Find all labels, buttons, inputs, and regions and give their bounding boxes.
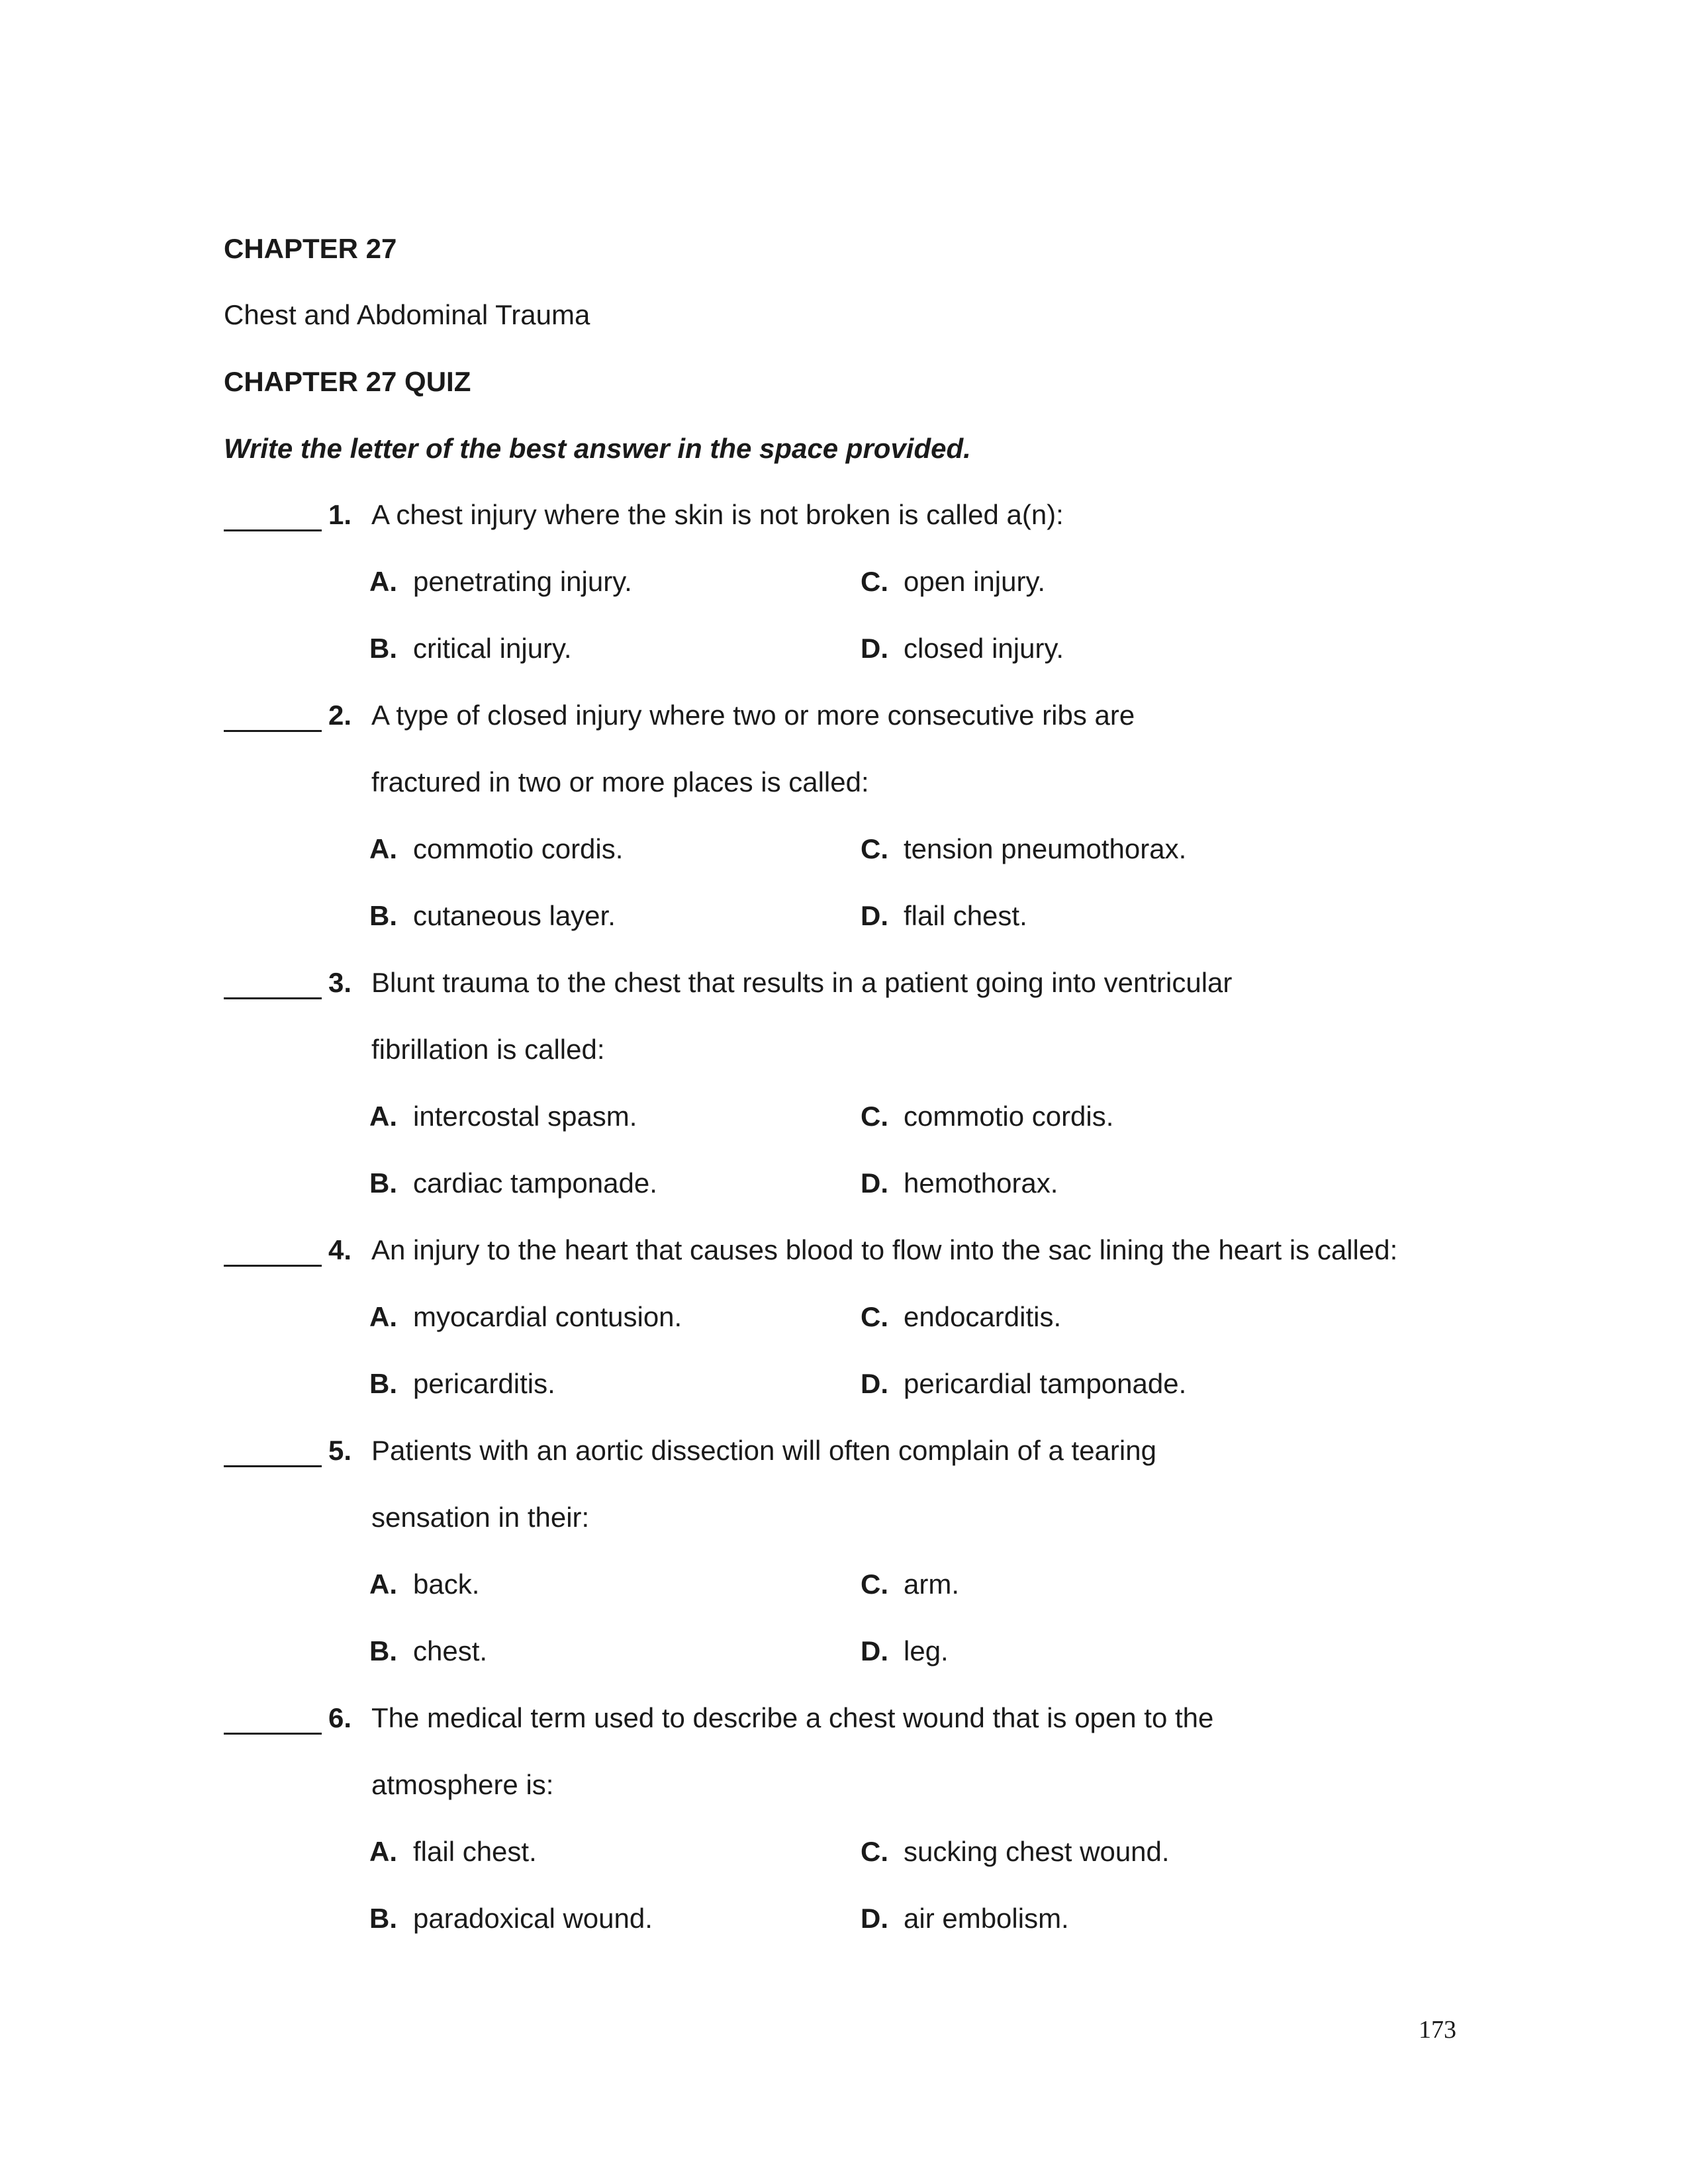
question-number: 4. [328,1234,352,1265]
option-text: open injury. [904,566,1046,597]
option-letter: A. [369,1101,397,1132]
question-text-continued: sensation in their: [371,1502,590,1533]
quiz-title: CHAPTER 27 QUIZ [224,366,471,397]
option-letter: B. [369,633,397,664]
option-letter: C. [861,1301,888,1332]
question-number: 1. [328,499,352,530]
question-number: 5. [328,1435,352,1466]
question-text: A type of closed injury where two or more consecutive ribs are [371,700,1135,731]
option-text: pericardial tamponade. [904,1368,1187,1399]
question-text-continued: fibrillation is called: [371,1034,605,1065]
option-text: arm. [904,1569,959,1600]
question-text: An injury to the heart that causes blood to flow into the sac lining the heart is called: [371,1234,1398,1265]
quiz-instructions: Write the letter of the best answer in the space provided. [224,433,971,464]
option-letter: D. [861,1368,888,1399]
answer-blank[interactable] [224,997,322,999]
option-letter: A. [369,1301,397,1332]
option-text: penetrating injury. [413,566,632,597]
option-text: cardiac tamponade. [413,1167,657,1199]
option-text: hemothorax. [904,1167,1058,1199]
option-letter: B. [369,900,397,931]
option-text: commotio cordis. [413,833,624,864]
answer-blank[interactable] [224,1733,322,1735]
option-letter: C. [861,1569,888,1600]
option-letter: B. [369,1635,397,1666]
option-letter: C. [861,1101,888,1132]
option-letter: D. [861,900,888,931]
page-number: 173 [1419,2016,1456,2044]
option-letter: B. [369,1903,397,1934]
option-text: chest. [413,1635,488,1666]
option-text: air embolism. [904,1903,1069,1934]
option-letter: C. [861,833,888,864]
question-text: A chest injury where the skin is not broken is called a(n): [371,499,1064,530]
option-text: intercostal spasm. [413,1101,637,1132]
question-text: The medical term used to describe a chest wound that is open to the [371,1702,1214,1733]
option-letter: B. [369,1368,397,1399]
option-letter: B. [369,1167,397,1199]
option-text: flail chest. [904,900,1027,931]
option-letter: A. [369,1836,397,1867]
answer-blank[interactable] [224,1265,322,1267]
option-text: endocarditis. [904,1301,1062,1332]
option-letter: D. [861,1903,888,1934]
question-text-continued: atmosphere is: [371,1769,554,1800]
option-text: closed injury. [904,633,1064,664]
option-text: sucking chest wound. [904,1836,1170,1867]
option-letter: D. [861,1167,888,1199]
option-text: tension pneumothorax. [904,833,1187,864]
answer-blank[interactable] [224,730,322,732]
option-text: leg. [904,1635,949,1666]
option-text: flail chest. [413,1836,537,1867]
option-text: myocardial contusion. [413,1301,682,1332]
question-text-continued: fractured in two or more places is called: [371,766,869,797]
question-number: 3. [328,967,352,998]
option-letter: A. [369,1569,397,1600]
chapter-heading: CHAPTER 27 [224,233,397,264]
option-text: commotio cordis. [904,1101,1114,1132]
option-text: cutaneous layer. [413,900,616,931]
chapter-subtitle: Chest and Abdominal Trauma [224,299,590,330]
question-number: 2. [328,700,352,731]
option-text: pericarditis. [413,1368,555,1399]
option-text: paradoxical wound. [413,1903,653,1934]
option-letter: D. [861,633,888,664]
option-letter: C. [861,1836,888,1867]
question-number: 6. [328,1702,352,1733]
answer-blank[interactable] [224,1465,322,1467]
option-text: back. [413,1569,480,1600]
option-letter: A. [369,833,397,864]
option-letter: D. [861,1635,888,1666]
question-text: Blunt trauma to the chest that results in a patient going into ventricular [371,967,1233,998]
option-letter: A. [369,566,397,597]
question-text: Patients with an aortic dissection will often complain of a tearing [371,1435,1156,1466]
answer-blank[interactable] [224,529,322,531]
option-text: critical injury. [413,633,572,664]
option-letter: C. [861,566,888,597]
